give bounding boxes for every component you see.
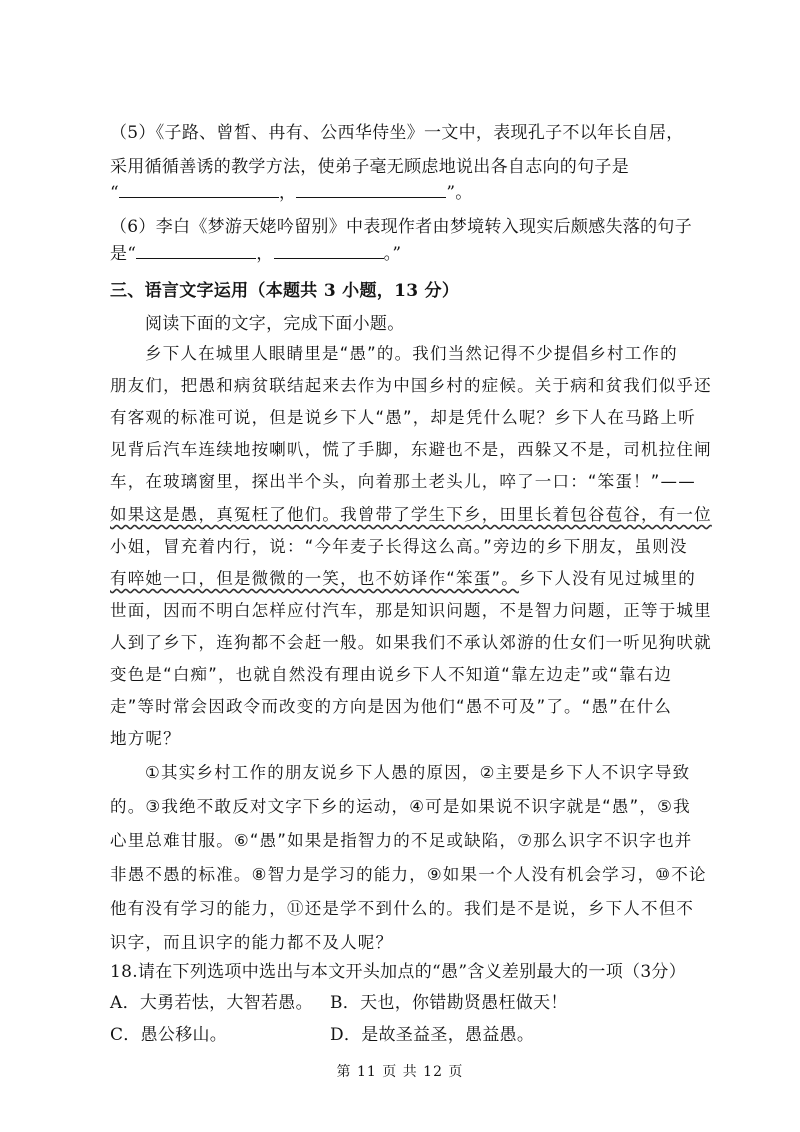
section-heading: 三、语言文字运用（本题共 3 小题，13 分）: [110, 281, 460, 301]
passage-line: 非愚不愚的标准。⑧智力是学习的能力，⑨如果一个人没有机会学习，⑩不论: [110, 865, 707, 884]
passage-line: 世面，因而不明白怎样应付汽车，那是知识问题，不是智力问题，正等于城里: [110, 601, 712, 620]
passage-line: [110, 567, 696, 591]
close-quote: 。”: [383, 244, 402, 264]
passage-line: 有客观的标准可说，但是说乡下人“愚”，却是凭什么呢？乡下人在马路上听: [110, 408, 696, 427]
comma: ，: [279, 183, 297, 203]
q5-line-1: （5）《子路、曾皙、冉有、公西华侍坐》一文中，表现孔子不以年长自居，: [110, 123, 684, 143]
open-quote: “: [110, 183, 119, 203]
passage-line: 人到了乡下，连狗都不会赶一般。如果我们不承认郊游的仕女们一听见狗吠就: [110, 633, 712, 652]
q18-option-d[interactable]: D．是故圣益圣，愚益愚。: [330, 1025, 535, 1045]
page-number: 第 11 页 共 12 页: [336, 1064, 464, 1080]
passage-underlined-span: 有啐她一口，但是微微的一笑，也不妨译作“笨蛋”。: [110, 569, 519, 588]
q6-line-1: （6）李白《梦游天姥吟留别》中表现作者由梦境转入现实后颇感失落的句子: [110, 217, 693, 237]
section-intro: 阅读下面的文字，完成下面小题。: [145, 314, 405, 334]
passage-line: 识字，而且识字的能力都不及人呢？: [110, 933, 394, 952]
q5-line-2: 采用循循善诱的教学方法，使弟子毫无顾虑地说出各自志向的句子是: [110, 157, 629, 177]
q5-blank-1[interactable]: [119, 180, 279, 198]
q5-blank-2[interactable]: [296, 180, 446, 198]
q18-option-a[interactable]: A．大勇若怯，大智若愚。: [110, 993, 313, 1013]
passage-line: 心里总难甘服。⑥“愚”如果是指智力的不足或缺陷，⑦那么识字不识字也并: [110, 831, 693, 850]
passage-line: 朋友们，把愚和病贫联结起来去作为中国乡村的症候。关于病和贫我们似乎还: [110, 376, 712, 395]
q6-blank-2[interactable]: [274, 241, 384, 259]
passage-line: 车，在玻璃窗里，探出半个头，向着那土老头儿，啐了一口：“笨蛋！”——: [110, 472, 696, 491]
q18-stem: 18.请在下列选项中选出与本文开头加点的“愚”含义差别最大的一项（3分）: [110, 962, 687, 982]
q18-option-b[interactable]: B．天也，你错勘贤愚枉做天！: [330, 993, 568, 1013]
passage-line: 变色是“白痴”，也就自然没有理由说乡下人不知道“靠左边走”或“靠右边: [110, 665, 673, 684]
passage-line: 见背后汽车连续地按喇叭，慌了手脚，东避也不是，西躲又不是，司机拉住闸: [110, 440, 712, 459]
q6-answer-line: [110, 241, 401, 266]
comma: ，: [256, 244, 274, 264]
q6-prefix: 是“: [110, 244, 137, 264]
passage-line: 走”等时常会因政令而改变的方向是因为他们“愚不可及”了。“愚”在什么: [110, 697, 673, 716]
passage-line: 乡下人在城里人眼睛里是“愚”的。我们当然记得不少提倡乡村工作的: [145, 344, 678, 363]
passage-line-underlined: 如果这是愚，真冤枉了他们。我曾带了学生下乡，田里长着包谷苞谷，有一位: [110, 505, 712, 524]
passage-line: 的。③我绝不敢反对文字下乡的运动，④可是如果说不识字就是“愚”，⑤我: [110, 797, 691, 816]
q5-answer-line: [110, 180, 473, 205]
q6-blank-1[interactable]: [136, 241, 256, 259]
q18-option-c[interactable]: C．愚公移山。: [110, 1025, 228, 1045]
passage-span: 乡下人没有见过城里的: [518, 569, 696, 588]
passage-line: ①其实乡村工作的朋友说乡下人愚的原因，②主要是乡下人不识字导致: [145, 763, 691, 782]
passage-line: 他有没有学习的能力，⑪还是学不到什么的。我们是不是说，乡下人不但不: [110, 899, 695, 918]
close-quote: ”。: [446, 183, 473, 203]
passage-line: 地方呢？: [110, 729, 181, 748]
passage-line: 小姐，冒充着内行，说：“今年麦子长得这么高。”旁边的乡下朋友，虽则没: [110, 537, 688, 556]
